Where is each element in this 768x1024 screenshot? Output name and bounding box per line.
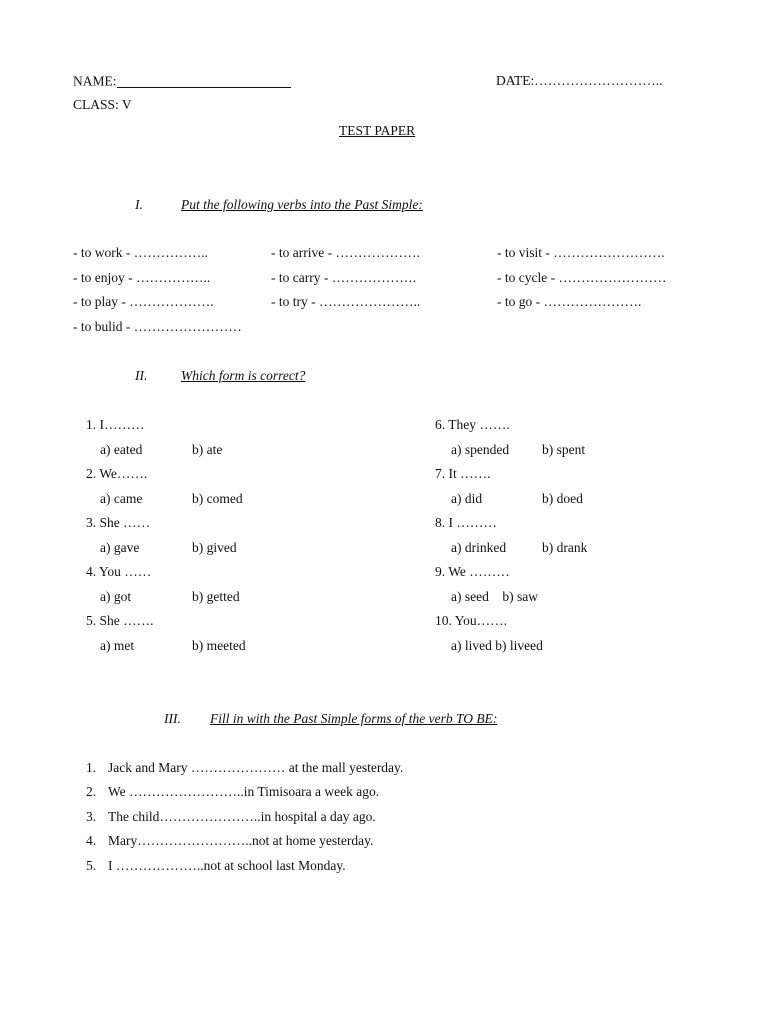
fill-item-number: 2. (86, 784, 97, 799)
question-prompt: 3. She …… (86, 515, 151, 530)
question-prompt: 2. We……. (86, 466, 148, 481)
fill-item-text: Jack and Mary ………………… at the mall yesterday. (108, 760, 404, 775)
question-prompt: 9. We ……… (435, 564, 510, 579)
section-3-number: III. (164, 711, 181, 726)
verb-item: - to try - ………………….. (271, 294, 421, 309)
options-ab: a) seed b) saw (451, 589, 538, 604)
section-1-instruction: Put the following verbs into the Past Simple: (181, 197, 423, 212)
question-prompt: 7. It ……. (435, 466, 491, 481)
date-field[interactable] (496, 74, 663, 88)
options-ab: a) lived b) liveed (451, 638, 543, 653)
fill-item-number: 3. (86, 809, 97, 824)
verb-item: - to work - …………….. (73, 245, 208, 260)
date-label: DATE: (496, 73, 535, 88)
option-a: a) eated (100, 442, 143, 457)
option-a: a) drinked (451, 540, 507, 555)
question-prompt: 1. I……… (86, 417, 145, 432)
option-b: b) drank (542, 540, 588, 555)
question-prompt: 6. They ……. (435, 417, 510, 432)
fill-item-text: Mary……………………..not at home yesterday. (108, 833, 374, 848)
option-a: a) got (100, 589, 132, 604)
fill-item-number: 5. (86, 858, 97, 873)
fill-item-number: 1. (86, 760, 97, 775)
option-a: a) gave (100, 540, 140, 555)
fill-item-text: The child…………………..in hospital a day ago. (108, 809, 376, 824)
verb-item: - to visit - ……………………. (497, 245, 665, 260)
name-label: NAME: (73, 73, 117, 89)
section-1-number: I. (135, 197, 143, 212)
option-b: b) spent (542, 442, 586, 457)
verb-item: - to bulid - …………………… (73, 319, 242, 334)
page-title: TEST PAPER (339, 123, 416, 138)
verb-item: - to play - ………………. (73, 294, 214, 309)
question-prompt: 4. You …… (86, 564, 152, 579)
section-2-number: II. (135, 368, 148, 383)
verb-item: - to go - …………………. (497, 294, 642, 309)
option-a: a) met (100, 638, 135, 653)
fill-item-text: We ……………………..in Timisoara a week ago. (108, 784, 380, 799)
name-field[interactable] (73, 74, 291, 88)
question-prompt: 5. She ……. (86, 613, 154, 628)
option-b: b) gived (192, 540, 237, 555)
option-a: a) spended (451, 442, 510, 457)
option-a: a) came (100, 491, 143, 506)
option-b: b) meeted (192, 638, 246, 653)
verb-item: - to arrive - ………………. (271, 245, 420, 260)
verb-item: - to cycle - …………………… (497, 270, 667, 285)
verb-item: - to carry - ………………. (271, 270, 417, 285)
fill-item-number: 4. (86, 833, 97, 848)
name-blank-line[interactable] (117, 74, 291, 88)
fill-item-text: I ………………..not at school last Monday. (108, 858, 346, 873)
section-2-instruction: Which form is correct? (181, 368, 306, 383)
class-label: CLASS: V (73, 97, 132, 112)
option-b: b) ate (192, 442, 223, 457)
option-b: b) getted (192, 589, 240, 604)
date-dots[interactable]: ……………………….. (534, 73, 663, 88)
option-b: b) doed (542, 491, 583, 506)
option-b: b) comed (192, 491, 243, 506)
option-a: a) did (451, 491, 483, 506)
question-prompt: 10. You……. (435, 613, 508, 628)
question-prompt: 8. I ……… (435, 515, 497, 530)
section-3-instruction: Fill in with the Past Simple forms of the verb TO BE: (210, 711, 498, 726)
verb-item: - to enjoy - …………….. (73, 270, 211, 285)
